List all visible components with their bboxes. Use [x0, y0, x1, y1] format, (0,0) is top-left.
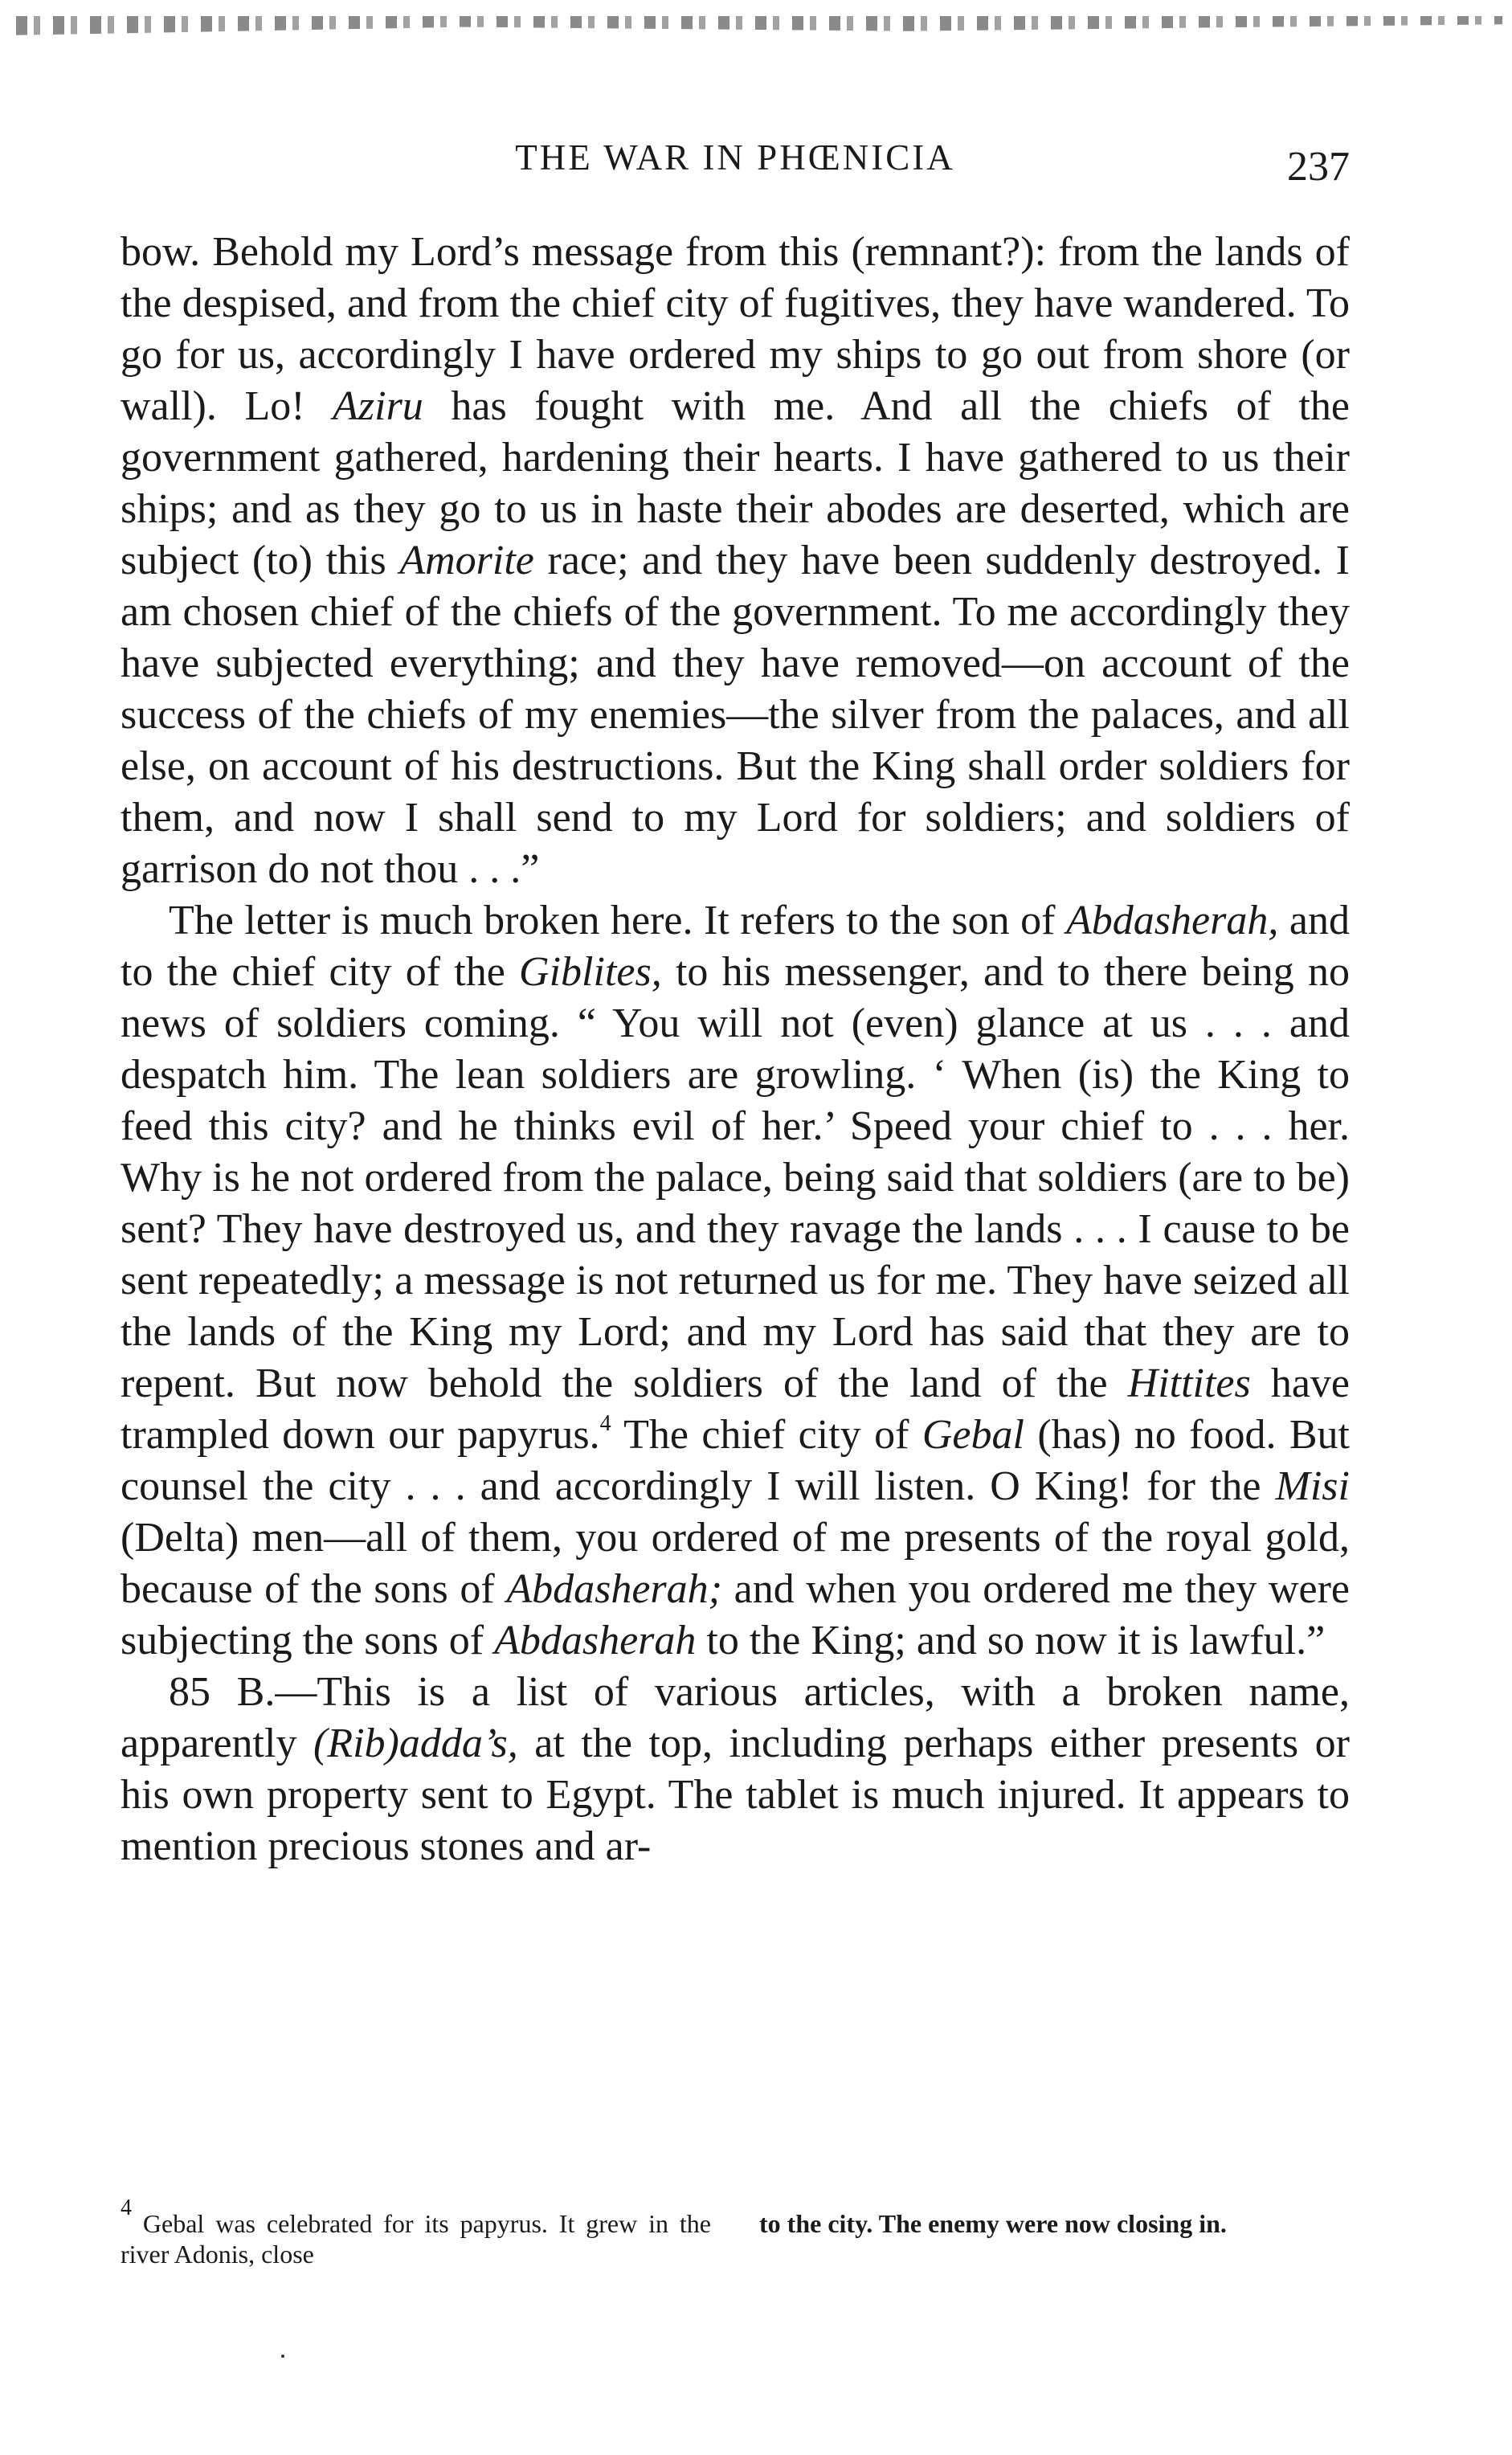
- italic-name: Abdasherah: [494, 1618, 697, 1663]
- text-run: and to the chief city of the: [121, 898, 1350, 995]
- text-run: has fought with me. And all the chiefs of the government gathered, hardening their hearts. I have gathered to us their ships; and as they go to us in haste their abodes are deserted, which are subject (to) this: [121, 383, 1350, 583]
- footnote-right-column: [759, 2208, 1350, 2269]
- page-number: 237: [1287, 144, 1350, 190]
- italic-name: (Rib)adda’s,: [313, 1721, 518, 1766]
- text-run: and when you ordered me they were subjecting the sons of: [121, 1566, 1350, 1663]
- footnote-text-right: to the city. The enemy were now closing in.: [759, 2209, 1227, 2238]
- text-run: (Delta) men—all of them, you ordered of me presents of the royal gold, because of the sons of: [121, 1515, 1350, 1612]
- text-run: 85 B.—This is a list of various articles, with a broken name, apparently: [121, 1669, 1350, 1766]
- body-text: [121, 227, 1350, 1872]
- text-run: The letter is much broken here. It refers to the son of: [169, 898, 1067, 943]
- text-run: to his messenger, and to there being no news of soldiers coming. “ You will not (even) glance at us . . . and despatch him. The lean soldiers are growling. ‘ When (is) the King to feed this city? and he thinks evil of her.’ Speed your chief to . . . her. Why is he not ordered from the palace, being said that soldiers (are to be) sent? They have destroyed us, and they ravage the lands . . . I cause to be sent repeatedly; a message is not returned us for me. They have seized all the lands of the King my Lord; and my Lord has said that they are to repent. But now behold the soldiers of the land of the: [121, 949, 1350, 1406]
- text-run: to the King; and so now it is lawful.”: [696, 1618, 1326, 1663]
- text-run: (has) no food. But counsel the city . . . and accordingly I will listen. O King! for the: [121, 1412, 1351, 1509]
- italic-name: Abdasherah;: [506, 1566, 722, 1612]
- stray-ink-dot: [281, 2355, 284, 2358]
- page-header: [121, 137, 1350, 209]
- paragraph-1: [121, 227, 1350, 895]
- footnote-marker: 4: [121, 2195, 132, 2220]
- text-run: at the top, including perhaps either presents or his own property sent to Egypt. The tablet is much injured. It appears to mention precious stones and ar-: [121, 1721, 1350, 1869]
- running-title: THE WAR IN PHŒNICIA: [515, 137, 955, 178]
- paragraph-3: [121, 1667, 1350, 1872]
- text-run: have trampled down our papyrus.: [121, 1360, 1350, 1458]
- footnote-left-column: [121, 2195, 712, 2269]
- scan-edge-artifact: [16, 16, 1502, 43]
- paragraph-2: [121, 895, 1350, 1667]
- text-run: race; and they have been suddenly destroyed. I am chosen chief of the chiefs of the government. To me accordingly they have subjected everything; and they have removed—on account of the success of the chiefs of my enemies—the silver from the palaces, and all else, on account of his destructions. But the King shall order soldiers for them, and now I shall send to my Lord for soldiers; and soldiers of garrison do not thou . . .”: [121, 538, 1350, 892]
- italic-name: Hittites: [1127, 1360, 1251, 1406]
- italic-name: Aziru: [333, 383, 423, 429]
- italic-name: Misi: [1275, 1463, 1350, 1509]
- text-run: bow. Behold my Lord’s message from this (remnant?): from the lands of the despised, and from the chief city of fugitives, they have wandered. To go for us, accordingly I have ordered my ships to go out from shore (or wall). Lo!: [121, 229, 1350, 429]
- footnote-reference: 4: [599, 1411, 611, 1436]
- italic-name: Gebal: [922, 1412, 1024, 1458]
- text-run: The chief city of: [611, 1412, 922, 1458]
- italic-name: Abdasherah,: [1066, 898, 1279, 943]
- italic-name: Giblites,: [519, 949, 662, 995]
- footnotes: [121, 2195, 1350, 2269]
- footnote-text-left: Gebal was celebrated for its papyrus. It grew in the river Adonis, close: [121, 2209, 712, 2269]
- italic-name: Amorite: [399, 538, 534, 583]
